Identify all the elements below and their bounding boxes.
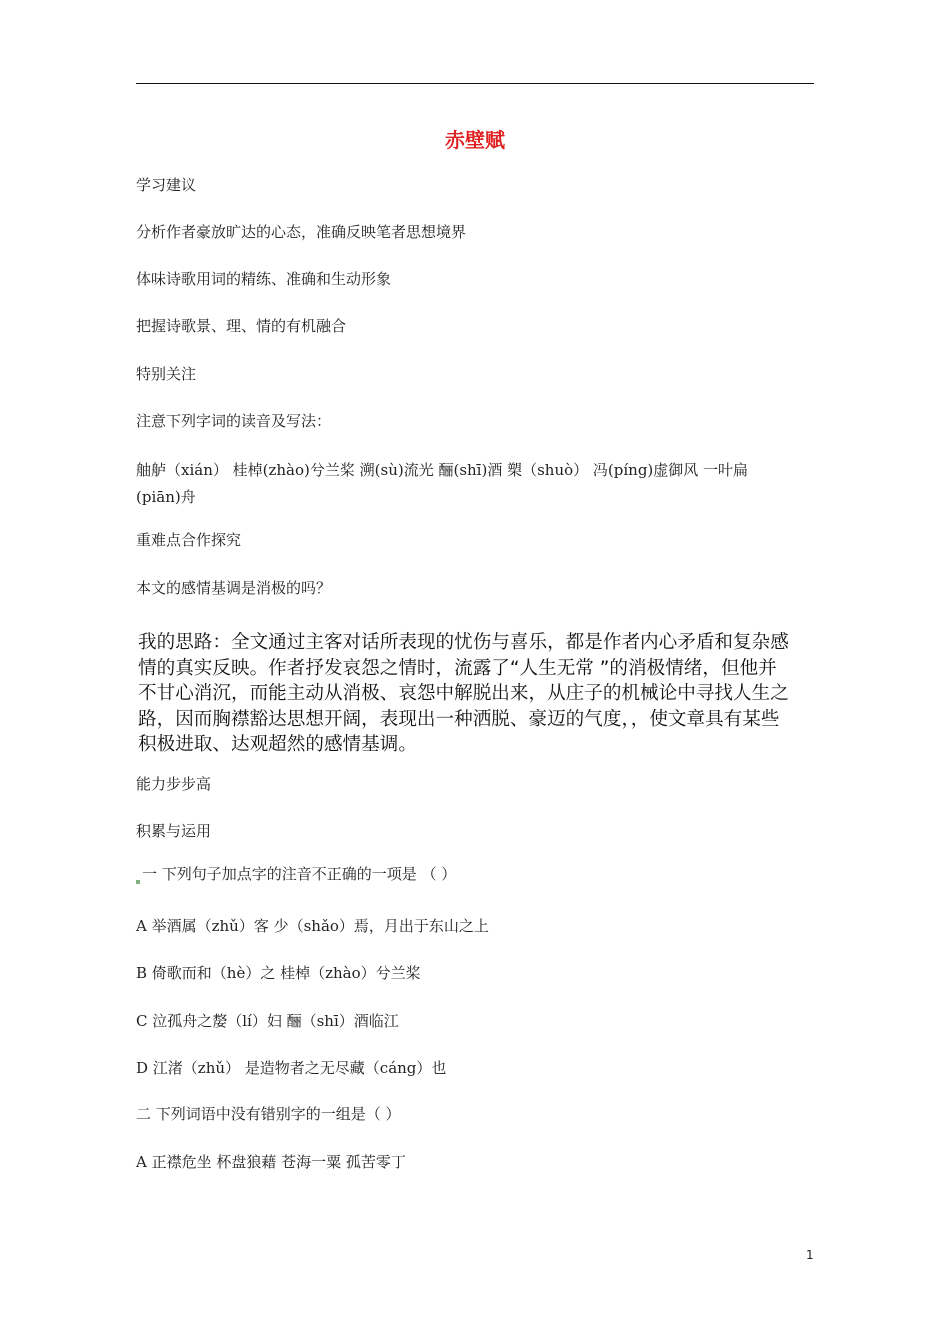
heading-special-focus: 特别关注 bbox=[136, 365, 197, 383]
heading-ability: 能力步步高 bbox=[136, 775, 212, 793]
question-1-text: 一 下列句子加点字的注音不正确的一项是 （ ） bbox=[142, 865, 457, 883]
document-title: 赤壁赋 bbox=[445, 128, 505, 152]
question-text: 本文的感情基调是消极的吗？ bbox=[136, 579, 332, 597]
option-c: C 泣孤舟之嫠（lí）妇 酾（shī）酒临江 bbox=[136, 1012, 399, 1030]
thought-paragraph bbox=[138, 630, 814, 758]
option-b: B 倚歌而和（hè）之 桂棹（zhào）兮兰桨 bbox=[136, 964, 421, 982]
pronunciation-line: (piān)舟 bbox=[136, 488, 196, 506]
advice-item: 分析作者豪放旷达的心态，准确反映笔者思想境界 bbox=[136, 223, 467, 241]
option-a: A 正襟危坐 杯盘狼藉 苍海一粟 孤苦零丁 bbox=[136, 1153, 406, 1171]
marker-icon bbox=[136, 880, 140, 884]
advice-item: 把握诗歌景、理、情的有机融合 bbox=[136, 317, 347, 335]
heading-accumulate: 积累与运用 bbox=[136, 822, 212, 840]
thought-line: 路，因而胸襟豁达思想开阔，表现出一种洒脱、豪迈的气度，，使文章具有某些 bbox=[138, 708, 780, 730]
heading-key-points: 重难点合作探究 bbox=[136, 531, 242, 549]
pronunciation-line: 舳舻（xián） 桂棹(zhào)兮兰桨 溯(sù)流光 酾(shī)酒 槊（shuò） 冯(píng)虚御风 一叶扁 bbox=[136, 461, 749, 479]
pronunciation-intro: 注意下列字词的读音及写法： bbox=[136, 412, 332, 430]
question-2: 二 下列词语中没有错别字的一组是（ ） bbox=[136, 1105, 401, 1123]
thought-line: 我的思路：全文通过主客对话所表现的忧伤与喜乐，都是作者内心矛盾和复杂感 bbox=[138, 632, 789, 653]
option-d: D 江渚（zhǔ） 是造物者之无尽藏（cáng）也 bbox=[136, 1059, 447, 1077]
page-number: 1 bbox=[806, 1248, 814, 1262]
question-1 bbox=[136, 864, 456, 884]
thought-line: 积极进取、达观超然的感情基调。 bbox=[138, 734, 417, 755]
option-a: A 举酒属（zhǔ）客 少（shǎo）焉，月出于东山之上 bbox=[136, 917, 489, 935]
heading-study-advice: 学习建议 bbox=[136, 176, 197, 194]
header-rule bbox=[136, 83, 814, 84]
thought-line: 情的真实反映。作者抒发哀怨之情时，流露了“人生无常 ”的消极情绪，但他并 bbox=[138, 657, 777, 679]
pronunciation-list bbox=[136, 457, 816, 511]
advice-item: 体味诗歌用词的精练、准确和生动形象 bbox=[136, 270, 392, 288]
thought-line: 不甘心消沉，而能主动从消极、哀怨中解脱出来，从庄子的机械论中寻找人生之 bbox=[138, 683, 789, 704]
